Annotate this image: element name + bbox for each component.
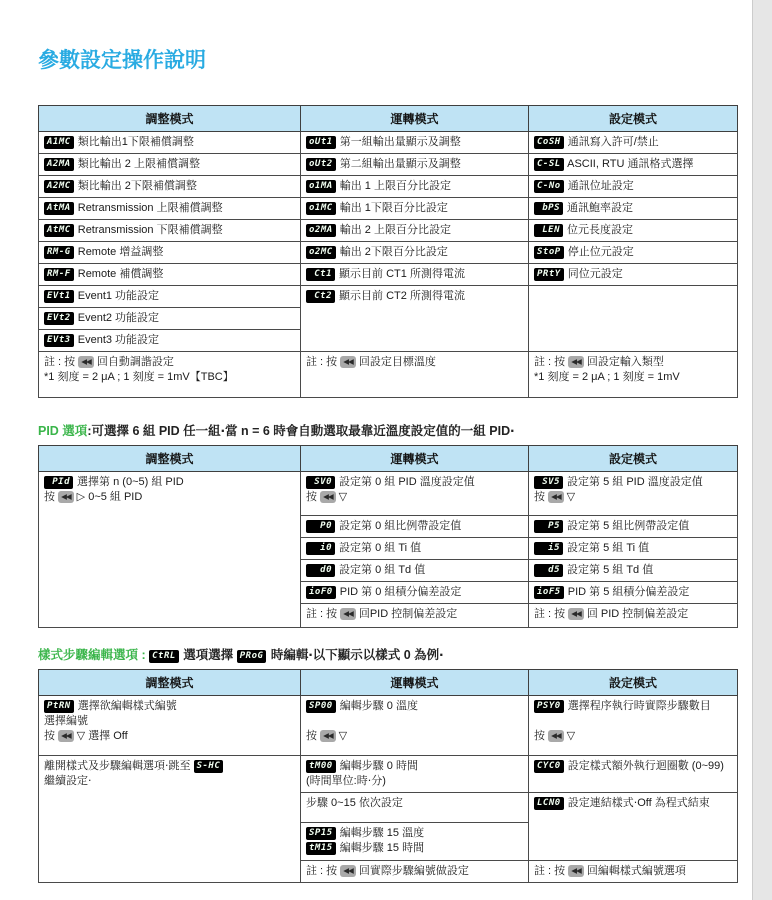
param-code-badge: EVt3 bbox=[44, 334, 74, 347]
param-code-badge: A2MC bbox=[44, 180, 74, 193]
back-key-icon: ◀◀ bbox=[78, 356, 94, 368]
cell-line bbox=[44, 289, 295, 304]
table-cell bbox=[301, 516, 529, 538]
back-key-icon: ◀◀ bbox=[548, 491, 564, 503]
cell-text: 設定第 5 組 Td 值 bbox=[564, 564, 654, 576]
column-header: 運轉模式 bbox=[301, 446, 529, 472]
table-cell bbox=[301, 352, 529, 398]
cell-line bbox=[306, 826, 523, 841]
cell-text: 選擇程序執行時實際步驟數目 bbox=[564, 700, 711, 712]
table-cell bbox=[529, 242, 738, 264]
back-key-icon: ◀◀ bbox=[340, 865, 356, 877]
cell-line bbox=[534, 179, 732, 194]
cell-text: PID 第 0 組積分偏差設定 bbox=[336, 586, 462, 598]
cell-line bbox=[306, 774, 523, 789]
cell-text: 註 : 按 bbox=[306, 608, 341, 620]
table-cell bbox=[301, 823, 529, 861]
cell-line bbox=[534, 699, 732, 714]
cell-text: 設定連結樣式‧Off 為程式結束 bbox=[564, 797, 710, 809]
cell-text: 第一組輸出量顯示及調整 bbox=[336, 136, 461, 148]
back-key-icon: ◀◀ bbox=[58, 730, 74, 742]
cell-text: 同位元設定 bbox=[564, 268, 623, 280]
cell-text: 回設定目標溫度 bbox=[355, 356, 436, 368]
param-code-badge: CtRL bbox=[149, 650, 179, 663]
cell-line bbox=[534, 201, 732, 216]
table-row bbox=[39, 756, 738, 793]
cell-text: 類比輸出 2下限補償調整 bbox=[74, 180, 197, 192]
cell-text: 通訊鮑率設定 bbox=[564, 202, 634, 214]
table-row bbox=[39, 242, 738, 264]
table-cell bbox=[301, 154, 529, 176]
table-cell bbox=[529, 756, 738, 793]
table-cell bbox=[39, 286, 301, 308]
table-cell bbox=[39, 264, 301, 286]
table-cell bbox=[301, 604, 529, 628]
cell-text: 按 bbox=[44, 730, 59, 742]
cell-line bbox=[44, 490, 295, 505]
table-cell bbox=[39, 330, 301, 352]
cell-line bbox=[306, 223, 523, 238]
cell-line bbox=[534, 267, 732, 282]
table-cell bbox=[529, 286, 738, 352]
cell-line bbox=[44, 729, 295, 744]
section-1 bbox=[38, 422, 738, 628]
cell-text: 類比輸出 2 上限補償調整 bbox=[74, 158, 200, 170]
manual-page bbox=[38, 44, 738, 883]
back-key-icon: ◀◀ bbox=[568, 865, 584, 877]
cell-line bbox=[306, 796, 523, 811]
cell-text: Event1 功能設定 bbox=[74, 290, 160, 302]
cell-line bbox=[306, 355, 523, 370]
cell-line bbox=[306, 607, 523, 622]
cell-text: 設定第 0 組 Ti 值 bbox=[336, 542, 422, 554]
cell-text: Remote 補償調整 bbox=[74, 268, 164, 280]
cell-text: 設定樣式額外執行迴圈數 (0~99) bbox=[564, 760, 724, 772]
section-heading bbox=[38, 422, 738, 440]
table-row bbox=[39, 132, 738, 154]
cell-text: 回編輯樣式編號選項 bbox=[583, 865, 686, 877]
column-header: 設定模式 bbox=[529, 106, 738, 132]
table-cell bbox=[301, 793, 529, 823]
cell-line bbox=[306, 541, 523, 556]
cell-line bbox=[534, 245, 732, 260]
cell-text: 選擇欲編輯樣式編號 bbox=[74, 700, 177, 712]
cell-text: 位元長度設定 bbox=[564, 224, 634, 236]
parameter-table bbox=[38, 105, 738, 398]
table-cell bbox=[301, 176, 529, 198]
cell-line bbox=[306, 729, 523, 744]
table-cell bbox=[529, 154, 738, 176]
param-code-badge: d5 bbox=[534, 564, 563, 577]
cell-line bbox=[44, 759, 295, 774]
table-cell bbox=[39, 352, 301, 398]
param-code-badge: Ct1 bbox=[306, 268, 335, 281]
param-code-badge: A2MA bbox=[44, 158, 74, 171]
cell-line bbox=[44, 311, 295, 326]
param-code-badge: StoP bbox=[534, 246, 564, 259]
param-code-badge: o1MC bbox=[306, 202, 336, 215]
cell-line bbox=[44, 135, 295, 150]
cell-line bbox=[306, 475, 523, 490]
table-row bbox=[39, 176, 738, 198]
table-cell bbox=[301, 538, 529, 560]
section-heading bbox=[38, 646, 738, 664]
cell-text: (時間單位:時‧分) bbox=[306, 775, 386, 787]
cell-line bbox=[534, 370, 732, 385]
cell-text: 輸出 1 上限百分比設定 bbox=[336, 180, 451, 192]
column-header: 設定模式 bbox=[529, 670, 738, 696]
cell-line bbox=[44, 475, 295, 490]
table-cell bbox=[39, 696, 301, 756]
header-row bbox=[39, 670, 738, 696]
parameter-table bbox=[38, 669, 738, 883]
cell-text: 註 : 按 bbox=[534, 865, 569, 877]
cell-line bbox=[44, 245, 295, 260]
cell-line bbox=[534, 223, 732, 238]
param-code-badge: EVt1 bbox=[44, 290, 74, 303]
table-cell bbox=[529, 264, 738, 286]
cell-text: 通訊位址設定 bbox=[564, 180, 634, 192]
cell-text: 編輯步驟 0 時間 bbox=[336, 760, 418, 772]
table-cell bbox=[301, 242, 529, 264]
cell-text: 停止位元設定 bbox=[564, 246, 634, 258]
param-code-badge: CoSH bbox=[534, 136, 564, 149]
table-cell bbox=[39, 132, 301, 154]
table-cell bbox=[39, 154, 301, 176]
param-code-badge: o2MA bbox=[306, 224, 336, 237]
cell-line bbox=[534, 759, 732, 774]
cell-line bbox=[44, 714, 295, 729]
table-cell bbox=[529, 793, 738, 861]
cell-line bbox=[306, 864, 523, 879]
param-code-badge: C-SL bbox=[534, 158, 564, 171]
param-code-badge: o1MA bbox=[306, 180, 336, 193]
cell-line bbox=[306, 490, 523, 505]
cell-text: 回實際步驟編號做設定 bbox=[355, 865, 469, 877]
back-key-icon: ◀◀ bbox=[568, 608, 584, 620]
cell-text: 選擇 Off bbox=[85, 730, 128, 742]
cell-line bbox=[44, 267, 295, 282]
table-cell bbox=[39, 242, 301, 264]
table-cell bbox=[529, 696, 738, 756]
heading-text: :可選擇 6 組 PID 任一組‧當 n = 6 時會自動選取最靠近溫度設定值的一組 PID‧ bbox=[87, 424, 515, 438]
cell-line bbox=[44, 157, 295, 172]
cell-text: 回自動調諧設定 bbox=[93, 356, 174, 368]
cell-line bbox=[306, 563, 523, 578]
table-row bbox=[39, 696, 738, 756]
cell-text: 設定第 0 組 Td 值 bbox=[336, 564, 426, 576]
param-code-badge: ioF0 bbox=[306, 586, 336, 599]
cell-line bbox=[306, 585, 523, 600]
param-code-badge: oUt2 bbox=[306, 158, 336, 171]
cell-line bbox=[534, 519, 732, 534]
column-header: 調整模式 bbox=[39, 670, 301, 696]
back-key-icon: ◀◀ bbox=[58, 491, 74, 503]
cell-text: ASCII, RTU 通訊格式選擇 bbox=[564, 158, 694, 170]
param-code-badge: AtMC bbox=[44, 224, 74, 237]
cell-text: 註 : 按 bbox=[306, 865, 341, 877]
table-cell bbox=[301, 696, 529, 756]
param-code-badge: bPS bbox=[534, 202, 563, 215]
heading-text: 選項選擇 bbox=[179, 648, 237, 662]
cell-text: 註 : 按 bbox=[306, 356, 341, 368]
column-header: 調整模式 bbox=[39, 106, 301, 132]
cell-text: 輸出 2下限百分比設定 bbox=[336, 246, 448, 258]
back-key-icon: ◀◀ bbox=[320, 491, 336, 503]
param-code-badge: d0 bbox=[306, 564, 335, 577]
cell-text: 顯示目前 CT1 所測得電流 bbox=[336, 268, 465, 280]
header-row bbox=[39, 446, 738, 472]
table-cell bbox=[301, 132, 529, 154]
section-0 bbox=[38, 105, 738, 398]
param-code-badge: oUt1 bbox=[306, 136, 336, 149]
table-row bbox=[39, 286, 738, 308]
cell-text: 顯示目前 CT2 所測得電流 bbox=[336, 290, 465, 302]
table-cell bbox=[39, 198, 301, 220]
cell-line bbox=[306, 157, 523, 172]
param-code-badge: SV5 bbox=[534, 476, 563, 489]
cell-text: Remote 增益調整 bbox=[74, 246, 164, 258]
cell-text: 編輯步驟 0 溫度 bbox=[336, 700, 418, 712]
cell-line bbox=[44, 774, 295, 789]
cell-line bbox=[534, 541, 732, 556]
table-cell bbox=[529, 604, 738, 628]
cell-text: 按 bbox=[44, 491, 59, 503]
param-code-badge: Ct2 bbox=[306, 290, 335, 303]
cell-line bbox=[306, 179, 523, 194]
table-row bbox=[39, 472, 738, 516]
column-header: 調整模式 bbox=[39, 446, 301, 472]
cell-text: Retransmission 下限補償調整 bbox=[74, 224, 223, 236]
cell-text: 離開樣式及步驟編輯選項‧跳至 bbox=[44, 760, 194, 772]
cell-line bbox=[534, 135, 732, 150]
back-key-icon: ◀◀ bbox=[340, 356, 356, 368]
cell-line bbox=[44, 333, 295, 348]
cell-line bbox=[44, 201, 295, 216]
param-code-badge: tM15 bbox=[306, 842, 336, 855]
cell-text: 編輯步驟 15 溫度 bbox=[336, 827, 425, 839]
cell-text: 設定第 5 組 PID 溫度設定值 bbox=[564, 476, 703, 488]
cell-line bbox=[534, 607, 732, 622]
cell-text: 通訊寫入許可/禁止 bbox=[564, 136, 659, 148]
table-cell bbox=[529, 352, 738, 398]
param-code-badge: PSY0 bbox=[534, 700, 564, 713]
cell-text: 回設定輸入類型 bbox=[583, 356, 664, 368]
param-code-badge: tM00 bbox=[306, 760, 336, 773]
table-cell bbox=[301, 560, 529, 582]
page-content bbox=[38, 105, 738, 883]
cell-text: Retransmission 上限補償調整 bbox=[74, 202, 223, 214]
cell-text: 設定第 0 組 PID 溫度設定值 bbox=[336, 476, 475, 488]
down-triangle-icon: ▽ bbox=[76, 730, 86, 742]
page-title: 參數設定操作說明 bbox=[38, 49, 206, 72]
table-cell bbox=[529, 538, 738, 560]
cell-text: 按 bbox=[306, 730, 321, 742]
section-2 bbox=[38, 646, 738, 883]
back-key-icon: ◀◀ bbox=[340, 608, 356, 620]
param-code-badge: EVt2 bbox=[44, 312, 74, 325]
heading-text: PID 選項 bbox=[38, 424, 88, 438]
cell-line bbox=[534, 585, 732, 600]
param-code-badge: AtMA bbox=[44, 202, 74, 215]
cell-line bbox=[534, 796, 732, 811]
table-cell bbox=[39, 308, 301, 330]
param-code-badge: i0 bbox=[306, 542, 335, 555]
cell-text: 第二組輸出量顯示及調整 bbox=[336, 158, 461, 170]
cell-text: 輸出 1下限百分比設定 bbox=[336, 202, 448, 214]
table-cell bbox=[529, 198, 738, 220]
cell-line bbox=[534, 563, 732, 578]
table-cell bbox=[529, 176, 738, 198]
param-code-badge: SP15 bbox=[306, 827, 336, 840]
cell-line bbox=[306, 245, 523, 260]
down-triangle-icon: ▽ bbox=[338, 730, 348, 742]
parameter-table bbox=[38, 445, 738, 628]
cell-text: 類比輸出1下限補償調整 bbox=[74, 136, 194, 148]
header-row bbox=[39, 106, 738, 132]
column-header: 運轉模式 bbox=[301, 106, 529, 132]
table-cell bbox=[39, 220, 301, 242]
param-code-badge: SV0 bbox=[306, 476, 335, 489]
heading-text: 時編輯‧以下顯示以樣式 0 為例‧ bbox=[267, 648, 444, 662]
param-code-badge: CYC0 bbox=[534, 760, 564, 773]
param-code-badge: A1MC bbox=[44, 136, 74, 149]
cell-text: 步驟 0~15 依次設定 bbox=[306, 797, 403, 809]
cell-text: 設定第 5 組 Ti 值 bbox=[564, 542, 650, 554]
table-cell bbox=[301, 286, 529, 352]
table-cell bbox=[39, 472, 301, 628]
table-row bbox=[39, 220, 738, 242]
param-code-badge: RM-G bbox=[44, 246, 74, 259]
cell-line bbox=[306, 289, 523, 304]
table-row bbox=[39, 264, 738, 286]
cell-line bbox=[44, 179, 295, 194]
param-code-badge: SP00 bbox=[306, 700, 336, 713]
cell-text: 回 PID 控制偏差設定 bbox=[583, 608, 689, 620]
cell-line bbox=[534, 729, 732, 744]
param-code-badge: ioF5 bbox=[534, 586, 564, 599]
cell-text: 回PID 控制偏差設定 bbox=[355, 608, 458, 620]
param-code-badge: PRoG bbox=[237, 650, 267, 663]
cell-text: 註 : 按 bbox=[534, 356, 569, 368]
param-code-badge: LEN bbox=[534, 224, 563, 237]
table-cell bbox=[529, 582, 738, 604]
param-code-badge: PRtY bbox=[534, 268, 564, 281]
cell-text: 註 : 按 bbox=[534, 608, 569, 620]
table-cell bbox=[301, 861, 529, 883]
cell-text: 設定第 5 組比例帶設定值 bbox=[564, 520, 690, 532]
cell-text: 按 bbox=[534, 730, 549, 742]
cell-line bbox=[534, 714, 732, 729]
cell-text: 選擇第 n (0~5) 組 PID bbox=[74, 476, 184, 488]
cell-text: 編輯步驟 15 時間 bbox=[336, 842, 425, 854]
table-cell bbox=[529, 472, 738, 516]
cell-text: 輸出 2 上限百分比設定 bbox=[336, 224, 451, 236]
column-header: 運轉模式 bbox=[301, 670, 529, 696]
down-triangle-icon: ▽ bbox=[566, 730, 576, 742]
param-code-badge: C-No bbox=[534, 180, 564, 193]
cell-line bbox=[44, 355, 295, 370]
cell-line bbox=[534, 475, 732, 490]
param-code-badge: o2MC bbox=[306, 246, 336, 259]
param-code-badge: P5 bbox=[534, 520, 563, 533]
table-row bbox=[39, 352, 738, 398]
table-cell bbox=[301, 264, 529, 286]
table-cell bbox=[39, 176, 301, 198]
param-code-badge: S-HC bbox=[194, 760, 224, 773]
cell-text: *1 刻度 = 2 μA ; 1 刻度 = 1mV【TBC】 bbox=[44, 371, 234, 383]
cell-line bbox=[306, 841, 523, 856]
cell-line bbox=[306, 135, 523, 150]
table-cell bbox=[529, 560, 738, 582]
table-cell bbox=[301, 582, 529, 604]
cell-text: 按 bbox=[306, 491, 321, 503]
column-header: 設定模式 bbox=[529, 446, 738, 472]
param-code-badge: PId bbox=[44, 476, 73, 489]
cell-text: 設定第 0 組比例帶設定值 bbox=[336, 520, 462, 532]
table-row bbox=[39, 154, 738, 176]
down-triangle-icon: ▽ bbox=[338, 491, 348, 503]
cell-text: 註 : 按 bbox=[44, 356, 79, 368]
cell-line bbox=[306, 201, 523, 216]
cell-line bbox=[534, 355, 732, 370]
param-code-badge: RM-F bbox=[44, 268, 74, 281]
cell-text: 選擇編號 bbox=[44, 715, 88, 727]
cell-line bbox=[306, 699, 523, 714]
table-cell bbox=[529, 861, 738, 883]
cell-line bbox=[534, 157, 732, 172]
table-cell bbox=[39, 756, 301, 883]
cell-line bbox=[306, 519, 523, 534]
table-cell bbox=[301, 220, 529, 242]
table-cell bbox=[301, 472, 529, 516]
down-triangle-icon: ▽ bbox=[566, 491, 576, 503]
cell-text: *1 刻度 = 2 μA ; 1 刻度 = 1mV bbox=[534, 371, 680, 383]
cell-text: PID 第 5 組積分偏差設定 bbox=[564, 586, 690, 598]
cell-line bbox=[44, 699, 295, 714]
cell-line bbox=[306, 714, 523, 729]
cell-line bbox=[534, 490, 732, 505]
param-code-badge: PtRN bbox=[44, 700, 74, 713]
cell-text: Event2 功能設定 bbox=[74, 312, 160, 324]
param-code-badge: P0 bbox=[306, 520, 335, 533]
back-key-icon: ◀◀ bbox=[548, 730, 564, 742]
cell-text: 0~5 組 PID bbox=[85, 491, 143, 503]
cell-text: 繼續設定‧ bbox=[44, 775, 92, 787]
cell-line bbox=[306, 759, 523, 774]
table-cell bbox=[529, 516, 738, 538]
param-code-badge: i5 bbox=[534, 542, 563, 555]
page-edge bbox=[752, 0, 772, 900]
table-cell bbox=[529, 132, 738, 154]
heading-text: 樣式步驟編輯選項 : bbox=[38, 648, 150, 662]
param-code-badge: LCN0 bbox=[534, 797, 564, 810]
back-key-icon: ◀◀ bbox=[568, 356, 584, 368]
cell-line bbox=[44, 370, 295, 385]
table-cell bbox=[301, 198, 529, 220]
table-row bbox=[39, 198, 738, 220]
cell-line bbox=[306, 267, 523, 282]
cell-line bbox=[44, 223, 295, 238]
table-cell bbox=[301, 756, 529, 793]
cell-line bbox=[534, 864, 732, 879]
right-triangle-icon: ▷ bbox=[76, 491, 86, 503]
cell-text: 按 bbox=[534, 491, 549, 503]
table-cell bbox=[529, 220, 738, 242]
cell-text: Event3 功能設定 bbox=[74, 334, 160, 346]
back-key-icon: ◀◀ bbox=[320, 730, 336, 742]
